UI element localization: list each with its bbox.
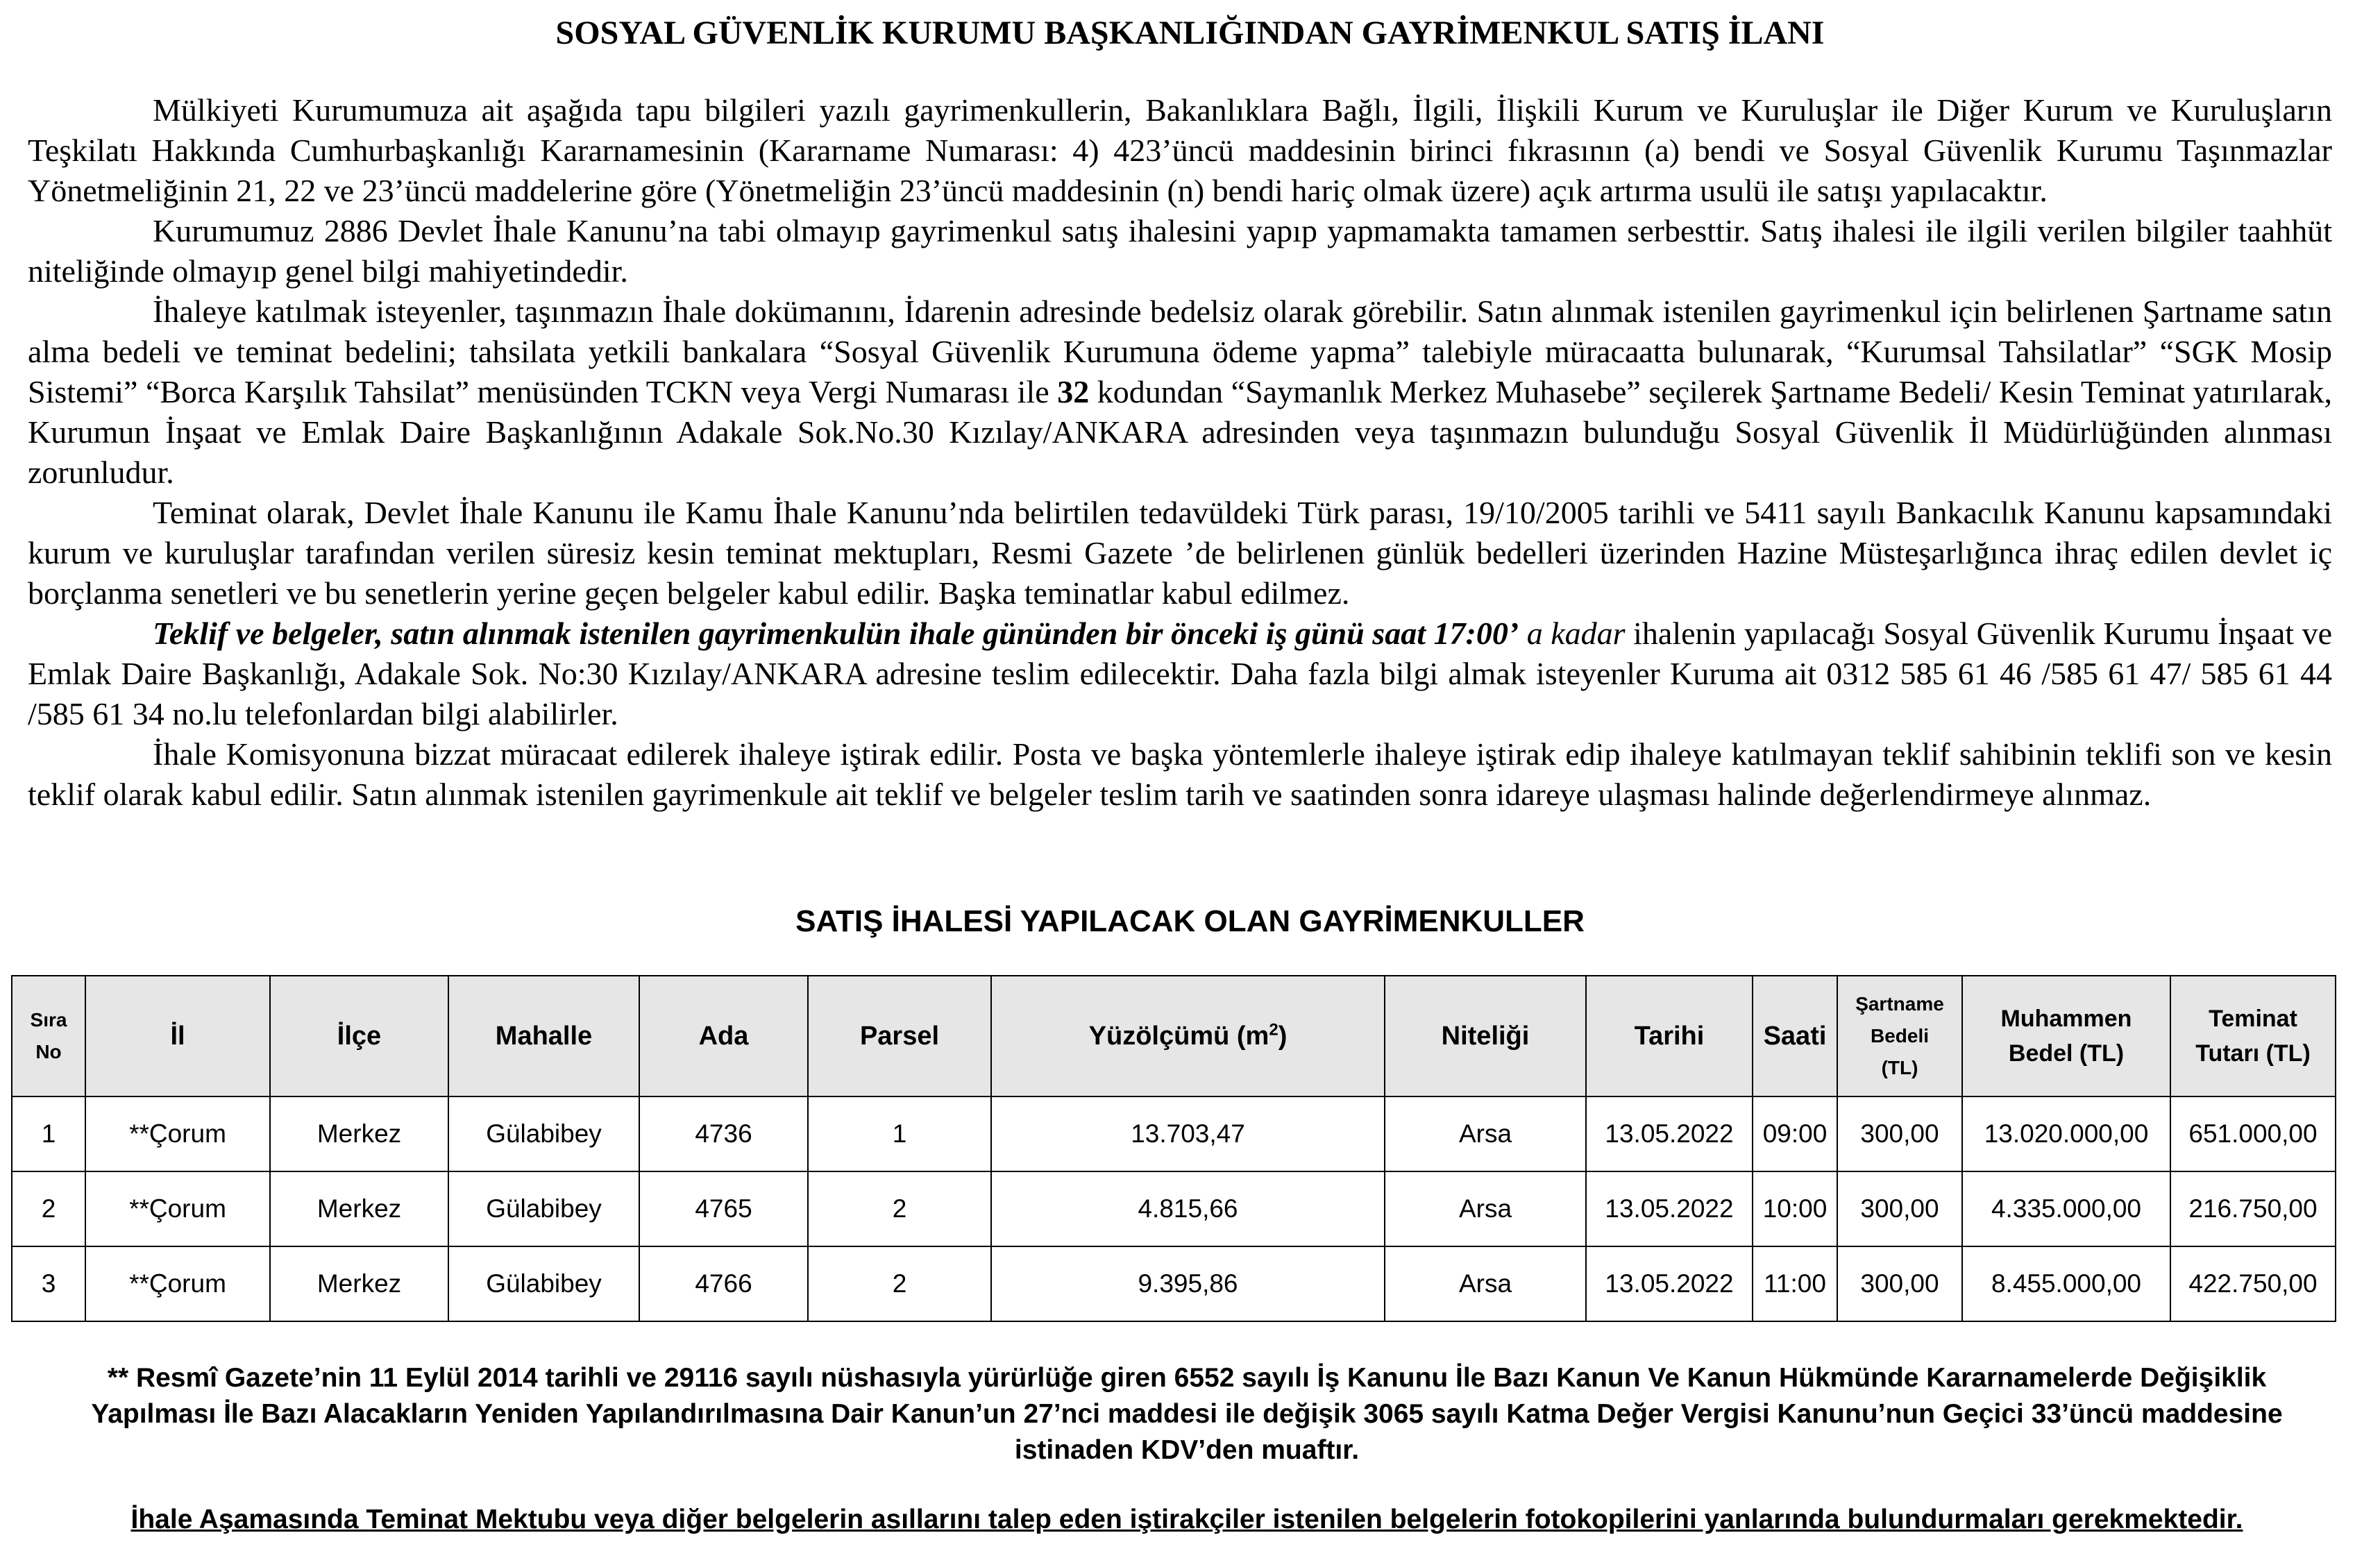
paragraph-3-part-b: kodundan “Saymanlık Merkez Muhasebe” seçilerek Şartname Bedeli/ Kesin Teminat yatırılarak, Kurumun İnşaat ve Emlak Daire Başkanlığının Adakale Sok.No.30 Kızılay/ANKARA adresinden veya taşınmazın bulunduğu Sosyal Güvenlik İl Müdürlüğünden alınması zorunludur. xyxy=(28,374,2333,490)
header-parsel: Parsel xyxy=(808,976,991,1096)
paragraph-3 xyxy=(28,291,2332,493)
cell-mahalle: Gülabibey xyxy=(448,1246,639,1321)
cell-muhammen: 13.020.000,00 xyxy=(1962,1096,2170,1171)
table-row xyxy=(12,1246,2336,1321)
institution-code: 32 xyxy=(1057,374,1090,409)
header-teminat-tutari: Teminat Tutarı (TL) xyxy=(2170,976,2336,1096)
header-tarihi: Tarihi xyxy=(1586,976,1753,1096)
header-ilce: İlçe xyxy=(270,976,448,1096)
cell-tarihi: 13.05.2022 xyxy=(1586,1096,1753,1171)
cell-tarihi: 13.05.2022 xyxy=(1586,1171,1753,1246)
header-ada: Ada xyxy=(639,976,808,1096)
original-documents-warning: İhale Aşamasında Teminat Mektubu veya diğer belgelerin asıllarını talep eden iştirakçiler istenilen belgelerin fotokopilerini yanlarında bulundurmaları gerekmektedir. xyxy=(130,1505,2243,1534)
cell-ada: 4765 xyxy=(639,1171,808,1246)
cell-saati: 09:00 xyxy=(1753,1096,1837,1171)
cell-yuzolcumu: 4.815,66 xyxy=(991,1171,1385,1246)
cell-parsel: 1 xyxy=(808,1096,991,1171)
header-saati: Saati xyxy=(1753,976,1837,1096)
cell-mahalle: Gülabibey xyxy=(448,1096,639,1171)
header-sartname-bedeli: Şartname Bedeli (TL) xyxy=(1837,976,1962,1096)
document-title: SOSYAL GÜVENLİK KURUMU BAŞKANLIĞINDAN GAYRİMENKUL SATIŞ İLANI xyxy=(555,15,1825,51)
header-yuzolcumu: Yüzölçümü $(m^2)$ xyxy=(991,976,1385,1096)
table-title: SATIŞ İHALESİ YAPILACAK OLAN GAYRİMENKULLER xyxy=(795,904,1585,938)
properties-table xyxy=(11,975,2336,1322)
cell-parsel: 2 xyxy=(808,1171,991,1246)
cell-il: **Çorum xyxy=(85,1246,270,1321)
header-mahalle: Mahalle xyxy=(448,976,639,1096)
deadline-emphasis: Teklif ve belgeler, satın alınmak istenilen gayrimenkulün ihale gününden bir önceki iş günü saat 17:00’ xyxy=(153,616,1519,651)
cell-yuzolcumu: 13.703,47 xyxy=(991,1096,1385,1171)
cell-niteligi: Arsa xyxy=(1385,1171,1586,1246)
cell-sartname: 300,00 xyxy=(1837,1246,1962,1321)
announcement-body xyxy=(28,90,2332,815)
header-sira-no: Sıra No xyxy=(12,976,85,1096)
paragraph-3-part-a: İhaleye katılmak isteyenler, taşınmazın İhale dokümanını, İdarenin adresinde bedelsiz olarak görebilir. Satın alınmak istenilen gayrimenkul için belirlenen Şartname satın alma bedeli ve teminat bedelini; tahsilata yetkili bankalara “Sosyal Güvenlik Kurumuna ödeme yapma” talebiyle müracaatta bulunarak, “Kurumsal Tahsilatlar” “SGK Mosip Sistemi” “Borca Karşılık Tahsilat” menüsünden TCKN veya Vergi Numarası ile xyxy=(28,294,2332,409)
cell-muhammen: 8.455.000,00 xyxy=(1962,1246,2170,1321)
cell-sartname: 300,00 xyxy=(1837,1171,1962,1246)
cell-ilce: Merkez xyxy=(270,1096,448,1171)
header-il: İl xyxy=(85,976,270,1096)
table-row xyxy=(12,1096,2336,1171)
cell-yuzolcumu: 9.395,86 xyxy=(991,1246,1385,1321)
cell-muhammen: 4.335.000,00 xyxy=(1962,1171,2170,1246)
cell-tarihi: 13.05.2022 xyxy=(1586,1246,1753,1321)
paragraph-2: Kurumumuz 2886 Devlet İhale Kanunu’na tabi olmayıp gayrimenkul satış ihalesini yapıp yapmamakta tamamen serbesttir. Satış ihalesi ile ilgili verilen bilgiler taahhüt niteliğinde olmayıp genel bilgi mahiyetindedir. xyxy=(28,213,2332,289)
cell-ada: 4766 xyxy=(639,1246,808,1321)
table-row xyxy=(12,1171,2336,1246)
cell-mahalle: Gülabibey xyxy=(448,1171,639,1246)
paragraph-5-rest: ihalenin yapılacağı Sosyal Güvenlik Kurumu İnşaat ve Emlak Daire Başkanlığı, Adakale Sok. No:30 Kızılay/ANKARA adresine teslim edilecektir. Daha fazla bilgi almak isteyenler Kuruma ait 0312 585 61 46 /585 61 47/ 585 61 44 /585 61 34 no.lu telefonlardan bilgi alabilirler. xyxy=(28,616,2332,731)
cell-niteligi: Arsa xyxy=(1385,1096,1586,1171)
paragraph-5 xyxy=(28,613,2332,734)
table-header-row xyxy=(12,976,2336,1096)
header-niteligi: Niteliği xyxy=(1385,976,1586,1096)
cell-sartname: 300,00 xyxy=(1837,1096,1962,1171)
cell-saati: 10:00 xyxy=(1753,1171,1837,1246)
cell-ilce: Merkez xyxy=(270,1246,448,1321)
deadline-suffix: a kadar xyxy=(1526,616,1626,651)
cell-sira: 3 xyxy=(12,1246,85,1321)
cell-parsel: 2 xyxy=(808,1246,991,1321)
vat-exemption-footnote: ** Resmî Gazete’nin 11 Eylül 2014 tarihli ve 29116 sayılı nüshasıyla yürürlüğe giren 6552 sayılı İş Kanunu İle Bazı Kanun Ve Kanun Hükmünde Kararnamelerde Değişiklik Yapılması İle Bazı Alacakların Yeniden Yapılandırılmasına Dair Kanun’un 27’nci maddesi ile değişik 3065 sayılı Katma Değer Vergisi Kanunu’nun Geçici 33’üncü maddesine istinaden KDV’den muaftır. xyxy=(91,1363,2283,1465)
cell-teminat: 651.000,00 xyxy=(2170,1096,2336,1171)
header-muhammen-bedel: Muhammen Bedel (TL) xyxy=(1962,976,2170,1096)
paragraph-1: Mülkiyeti Kurumumuza ait aşağıda tapu bilgileri yazılı gayrimenkullerin, Bakanlıklara Bağlı, İlgili, İlişkili Kurum ve Kuruluşlar ile Diğer Kurum ve Kuruluşların Teşkilatı Hakkında Cumhurbaşkanlığı Kararnamesinin (Kararname Numarası: 4) 423’üncü maddesinin birinci fıkrasının (a) bendi ve Sosyal Güvenlik Kurumu Taşınmazlar Yönetmeliğinin 21, 22 ve 23’üncü maddelerine göre (Yönetmeliğin 23’üncü maddesinin (n) bendi hariç olmak üzere) açık artırma usulü ile satışı yapılacaktır. xyxy=(28,92,2332,208)
cell-il: **Çorum xyxy=(85,1171,270,1246)
cell-il: **Çorum xyxy=(85,1096,270,1171)
cell-niteligi: Arsa xyxy=(1385,1246,1586,1321)
cell-saati: 11:00 xyxy=(1753,1246,1837,1321)
cell-teminat: 422.750,00 xyxy=(2170,1246,2336,1321)
cell-sira: 2 xyxy=(12,1171,85,1246)
cell-ada: 4736 xyxy=(639,1096,808,1171)
cell-teminat: 216.750,00 xyxy=(2170,1171,2336,1246)
cell-sira: 1 xyxy=(12,1096,85,1171)
paragraph-4: Teminat olarak, Devlet İhale Kanunu ile Kamu İhale Kanunu’nda belirtilen tedavüldeki Türk parası, 19/10/2005 tarihli ve 5411 sayılı Bankacılık Kanunu kapsamındaki kurum ve kuruluşlar tarafından verilen süresiz kesin teminat mektupları, Resmi Gazete ’de belirlenen günlük bedelleri üzerinden Hazine Müsteşarlığınca ihraç edilen devlet iç borçlanma senetleri ve bu senetlerin yerine geçen belgeler kabul edilir. Başka teminatlar kabul edilmez. xyxy=(28,495,2332,611)
paragraph-6: İhale Komisyonuna bizzat müracaat edilerek ihaleye iştirak edilir. Posta ve başka yöntemlerle ihaleye iştirak edip ihaleye katılmayan teklif sahibinin teklifi son ve kesin teklif olarak kabul edilir. Satın alınmak istenilen gayrimenkule ait teklif ve belgeler teslim tarih ve saatinden sonra idareye ulaşması halinde değerlendirmeye alınmaz. xyxy=(28,736,2332,812)
cell-ilce: Merkez xyxy=(270,1171,448,1246)
